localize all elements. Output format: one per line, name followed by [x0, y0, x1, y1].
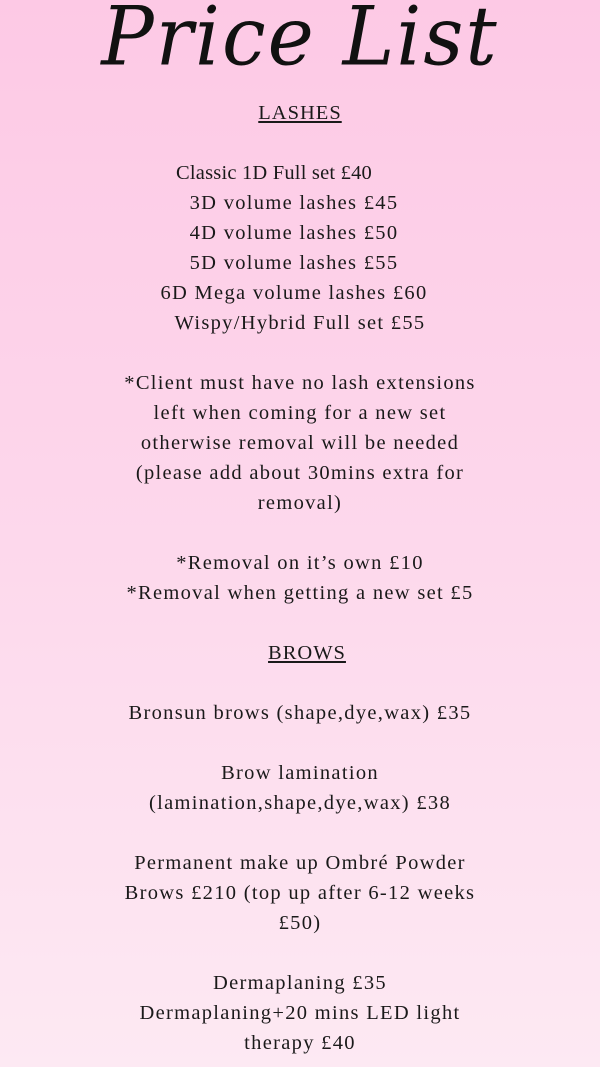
page-title: Price List: [101, 0, 499, 85]
price-list: [0, 98, 600, 1058]
price-item: (lamination,shape,dye,wax) £38: [148, 792, 451, 814]
price-item: Classic 1D Full set £40: [176, 162, 372, 184]
price-item: 6D Mega volume lashes £60: [160, 282, 428, 304]
price-item: Dermaplaning £35: [213, 972, 387, 994]
note-line: otherwise removal will be needed: [140, 432, 460, 454]
price-item: Bronsun brows (shape,dye,wax) £35: [128, 702, 472, 724]
price-item: Permanent make up Ombré Powder: [134, 852, 466, 874]
removal-price: *Removal on it’s own £10: [176, 552, 424, 574]
price-item: Brow lamination: [221, 762, 379, 784]
note-line: left when coming for a new set: [153, 402, 447, 424]
note-line: removal): [257, 492, 343, 514]
price-item: 3D volume lashes £45: [189, 192, 399, 214]
note-line: *Client must have no lash extensions: [124, 372, 476, 394]
price-item: Dermaplaning+20 mins LED light: [139, 1002, 461, 1024]
price-item: £50): [278, 912, 322, 934]
price-item: Brows £210 (top up after 6-12 weeks: [124, 882, 476, 904]
removal-price: *Removal when getting a new set £5: [126, 582, 474, 604]
note-line: (please add about 30mins extra for: [135, 462, 465, 484]
price-item: 4D volume lashes £50: [189, 222, 399, 244]
price-item: Wispy/Hybrid Full set £55: [174, 312, 426, 334]
price-item: 5D volume lashes £55: [189, 252, 399, 274]
price-item: therapy £40: [244, 1032, 356, 1054]
brows-heading: BROWS: [268, 642, 346, 664]
lashes-heading: LASHES: [258, 102, 342, 124]
